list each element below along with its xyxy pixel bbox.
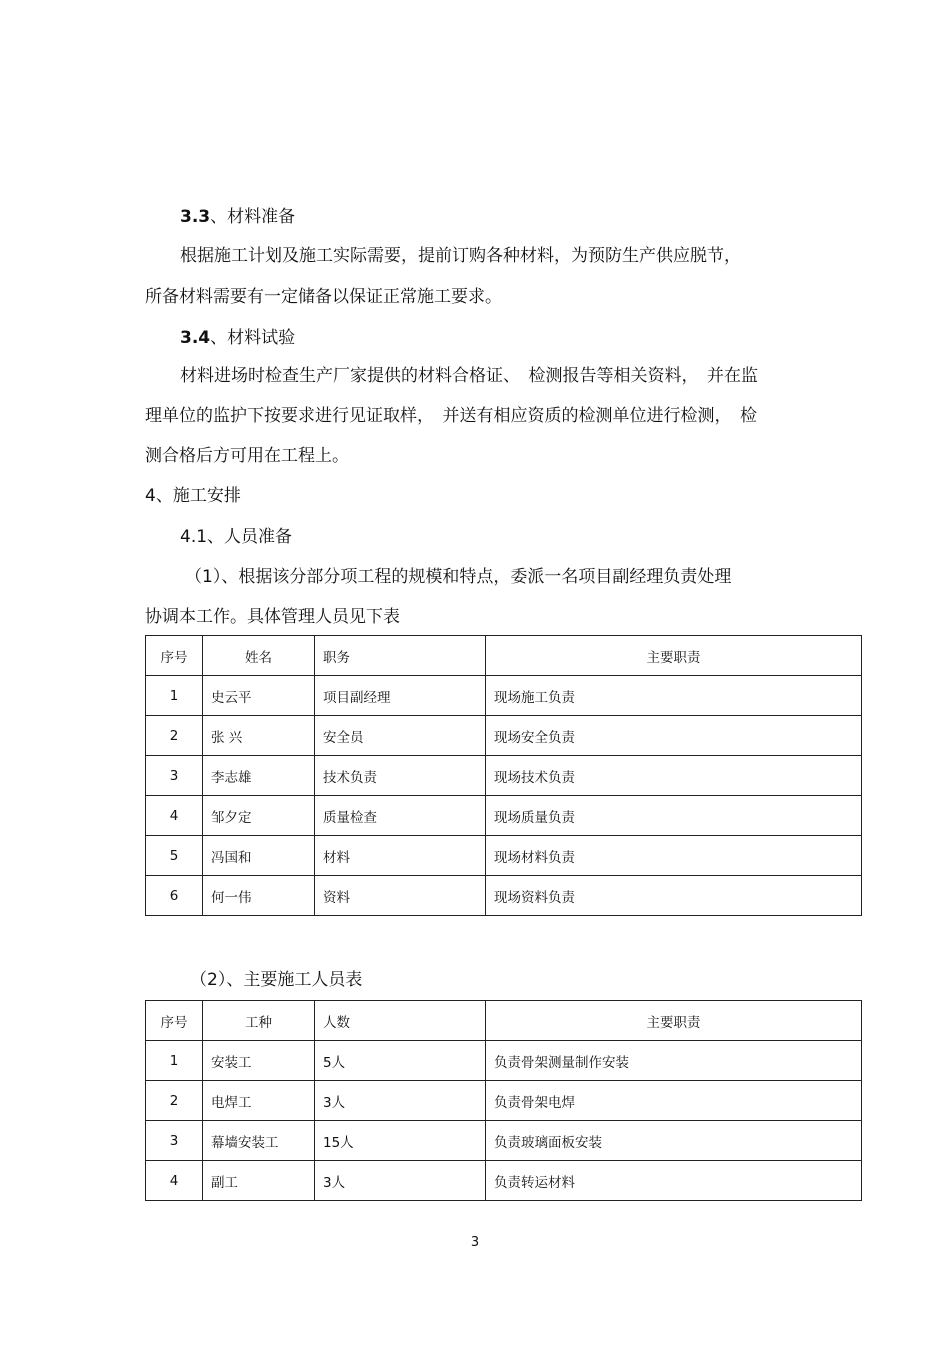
table2-caption: （2）、主要施工人员表 xyxy=(190,970,363,990)
cell-index: 6 xyxy=(146,876,203,916)
table-row xyxy=(146,1041,862,1081)
cell-position: 资料 xyxy=(315,876,486,916)
paragraph-line: 理单位的监护下按要求进行见证取样， 并送有相应资质的检测单位进行检测， 检 xyxy=(145,406,757,426)
table-row xyxy=(146,1121,862,1161)
header-cell: 人数 xyxy=(315,1001,486,1041)
table-row xyxy=(146,716,862,756)
header-cell: 主要职责 xyxy=(486,1001,862,1041)
cell-position: 质量检查 xyxy=(315,796,486,836)
table-row xyxy=(146,876,862,916)
cell-duty: 负责骨架测量制作安装 xyxy=(486,1041,862,1081)
header-cell: 主要职责 xyxy=(486,636,862,676)
cell-index: 2 xyxy=(146,1081,203,1121)
cell-position: 项目副经理 xyxy=(315,676,486,716)
cell-index: 3 xyxy=(146,1121,203,1161)
header-cell: 姓名 xyxy=(203,636,315,676)
cell-duty: 负责玻璃面板安装 xyxy=(486,1121,862,1161)
cell-index: 1 xyxy=(146,1041,203,1081)
cell-duty: 负责转运材料 xyxy=(486,1161,862,1201)
cell-name: 何一伟 xyxy=(203,876,315,916)
cell-trade: 电焊工 xyxy=(203,1081,315,1121)
cell-duty: 现场施工负责 xyxy=(486,676,862,716)
cell-index: 2 xyxy=(146,716,203,756)
table-header-row xyxy=(146,636,862,676)
table-row xyxy=(146,1081,862,1121)
management-staff-table xyxy=(145,635,862,916)
header-cell: 工种 xyxy=(203,1001,315,1041)
cell-position: 安全员 xyxy=(315,716,486,756)
header-cell: 职务 xyxy=(315,636,486,676)
cell-trade: 副工 xyxy=(203,1161,315,1201)
cell-index: 4 xyxy=(146,796,203,836)
paragraph-line: 根据施工计划及施工实际需要，提前订购各种材料，为预防生产供应脱节， xyxy=(180,246,741,266)
section-4-heading: 4、施工安排 xyxy=(145,486,241,506)
paragraph-line: 测合格后方可用在工程上。 xyxy=(145,446,349,466)
cell-index: 1 xyxy=(146,676,203,716)
cell-index: 4 xyxy=(146,1161,203,1201)
section-3-3-heading xyxy=(180,206,295,228)
cell-headcount: 3人 xyxy=(315,1161,486,1201)
table-row xyxy=(146,676,862,716)
table-header-row xyxy=(146,1001,862,1041)
cell-duty: 现场资料负责 xyxy=(486,876,862,916)
paragraph-line: 所备材料需要有一定储备以保证正常施工要求。 xyxy=(145,287,502,307)
cell-name: 张 兴 xyxy=(203,716,315,756)
cell-index: 3 xyxy=(146,756,203,796)
section-number: 3.3 xyxy=(180,207,211,227)
table-row xyxy=(146,1161,862,1201)
cell-duty: 现场材料负责 xyxy=(486,836,862,876)
construction-staff-table xyxy=(145,1000,862,1201)
cell-position: 材料 xyxy=(315,836,486,876)
cell-trade: 安装工 xyxy=(203,1041,315,1081)
cell-name: 冯国和 xyxy=(203,836,315,876)
table-row xyxy=(146,756,862,796)
cell-headcount: 5人 xyxy=(315,1041,486,1081)
paragraph-line: （1）、根据该分部分项工程的规模和特点，委派一名项目副经理负责处理 xyxy=(185,567,732,587)
cell-headcount: 3人 xyxy=(315,1081,486,1121)
page-number: 3 xyxy=(470,1235,480,1250)
cell-duty: 现场技术负责 xyxy=(486,756,862,796)
cell-name: 李志雄 xyxy=(203,756,315,796)
table-row xyxy=(146,796,862,836)
section-title: 、材料准备 xyxy=(210,207,296,227)
cell-duty: 负责骨架电焊 xyxy=(486,1081,862,1121)
cell-trade: 幕墙安装工 xyxy=(203,1121,315,1161)
paragraph-line: 协调本工作。具体管理人员见下表 xyxy=(145,607,400,627)
section-3-4-heading xyxy=(180,327,295,349)
section-number: 3.4 xyxy=(180,328,211,348)
cell-name: 史云平 xyxy=(203,676,315,716)
cell-name: 邹夕定 xyxy=(203,796,315,836)
cell-headcount: 15人 xyxy=(315,1121,486,1161)
cell-position: 技术负责 xyxy=(315,756,486,796)
cell-duty: 现场安全负责 xyxy=(486,716,862,756)
section-4-1-heading: 4.1、人员准备 xyxy=(180,527,293,547)
table-row xyxy=(146,836,862,876)
paragraph-line: 材料进场时检查生产厂家提供的材料合格证、 检测报告等相关资料， 并在监 xyxy=(180,366,758,386)
header-cell: 序号 xyxy=(146,1001,203,1041)
cell-duty: 现场质量负责 xyxy=(486,796,862,836)
header-cell: 序号 xyxy=(146,636,203,676)
section-title: 、材料试验 xyxy=(210,328,296,348)
cell-index: 5 xyxy=(146,836,203,876)
